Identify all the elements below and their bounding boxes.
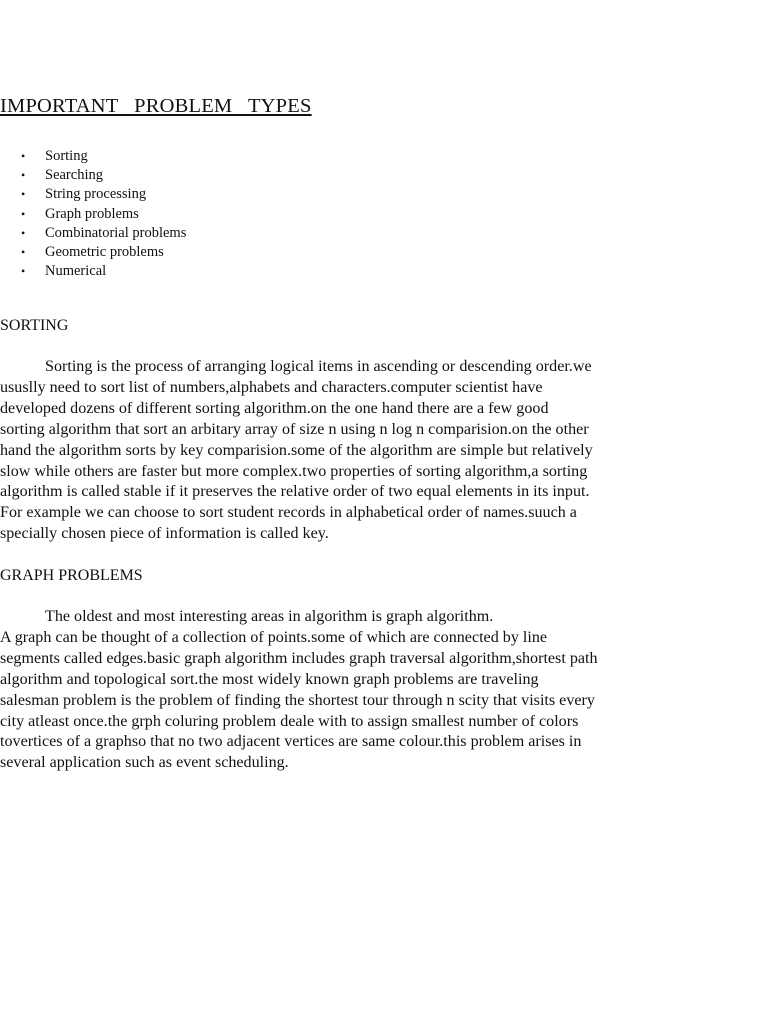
paragraph-line: The oldest and most interesting areas in algorithm is graph algorithm. — [45, 608, 494, 625]
list-item — [0, 185, 186, 204]
paragraph-line: algorithm and topological sort.the most widely known graph problems are traveling — [0, 670, 539, 688]
list-item-label: Combinatorial problems — [45, 224, 187, 241]
list-item — [0, 243, 186, 262]
paragraph-line: slow while others are faster but more complex.two properties of sorting algorithm,a sorting — [0, 462, 588, 480]
list-item-label: Graph problems — [45, 205, 139, 222]
graph-problems-paragraph — [0, 607, 660, 774]
paragraph-line: specially chosen piece of information is called key. — [0, 525, 329, 543]
paragraph-line: city atleast once.the grph coluring problem deale with to assign smallest number of colors — [0, 712, 579, 730]
paragraph-line: several application such as event scheduling. — [0, 754, 289, 772]
list-item-label: Geometric problems — [45, 243, 164, 260]
list-item — [0, 205, 186, 224]
bullet-icon: • — [21, 206, 26, 221]
paragraph-line: sorting algorithm that sort an arbitary array of size n using n log n comparision.on the other — [0, 420, 589, 438]
paragraph-line: Sorting is the process of arranging logical items in ascending or descending order.we — [45, 358, 592, 375]
paragraph-line: segments called edges.basic graph algorithm includes graph traversal algorithm,shortest path — [0, 649, 598, 667]
sorting-section-heading: SORTING — [0, 317, 69, 334]
paragraph-line: A graph can be thought of a collection of points.some of which are connected by line — [0, 628, 548, 646]
paragraph-line: tovertices of a graphso that no two adjacent vertices are same colour.this problem arises in — [0, 733, 582, 751]
bullet-icon: • — [21, 187, 26, 202]
sorting-paragraph — [0, 357, 660, 545]
list-item-label: String processing — [45, 186, 147, 203]
paragraph-line: ususlly need to sort list of numbers,alphabets and characters.computer scientist have — [0, 378, 543, 396]
problem-types-list — [0, 147, 186, 281]
bullet-icon: • — [21, 149, 26, 163]
graph-problems-section-heading: GRAPH PROBLEMS — [0, 567, 143, 584]
bullet-icon: • — [21, 264, 26, 279]
list-item — [0, 224, 186, 243]
list-item-label: Numerical — [45, 263, 107, 280]
paragraph-line: For example we can choose to sort student records in alphabetical order of names.suuch a — [0, 504, 577, 522]
bullet-icon: • — [21, 244, 26, 259]
list-item-label: Sorting — [45, 148, 88, 164]
list-item — [0, 166, 186, 185]
page-title: IMPORTANT PROBLEM TYPES — [0, 95, 312, 117]
paragraph-line: hand the algorithm sorts by key comparision.some of the algorithm are simple but relatively — [0, 441, 593, 459]
list-item — [0, 262, 186, 281]
paragraph-line: developed dozens of different sorting algorithm.on the one hand there are a few good — [0, 399, 549, 417]
paragraph-line: algorithm is called stable if it preserves the relative order of two equal elements in its input. — [0, 483, 590, 501]
list-item-label: Searching — [45, 167, 103, 184]
paragraph-line: salesman problem is the problem of finding the shortest tour through n scity that visits every — [0, 691, 595, 709]
list-item — [0, 147, 186, 166]
bullet-icon: • — [21, 225, 26, 240]
bullet-icon: • — [21, 168, 26, 183]
